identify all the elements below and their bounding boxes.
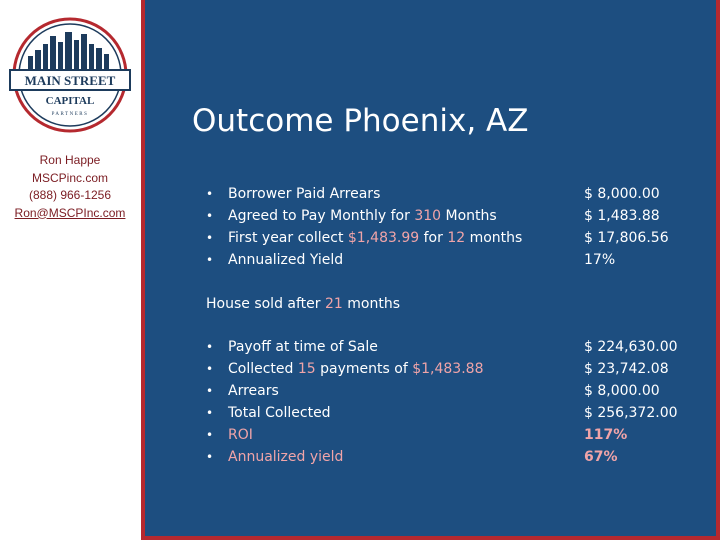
terms-item-value: $ 17,806.56	[584, 230, 669, 246]
contact-website[interactable]: MSCPinc.com	[31, 170, 108, 185]
house-sold-months: 21	[324, 296, 343, 312]
company-logo	[8, 14, 132, 136]
bullet-icon: •	[206, 187, 214, 201]
label-part: $1,483.99	[347, 230, 420, 246]
bullet-icon: •	[206, 406, 214, 420]
left-panel	[0, 0, 140, 540]
page-title: Outcome Phoenix, AZ	[192, 103, 529, 139]
contact-email[interactable]: Ron@MSCPInc.com	[14, 205, 126, 220]
label-part: Agreed to Pay Monthly for	[228, 208, 415, 224]
bullet-icon: •	[206, 362, 214, 376]
logo-line1: MAIN STREET	[24, 73, 116, 88]
outcome-item-value: $ 23,742.08	[584, 361, 669, 377]
outcome-item-value: $ 256,372.00	[584, 405, 678, 421]
label-part: Months	[441, 208, 497, 224]
label-part: Annualized yield	[228, 449, 344, 465]
contact-phone: (888) 966-1256	[28, 188, 112, 202]
logo-line2: CAPITAL	[45, 95, 95, 107]
house-sold-line	[206, 293, 400, 315]
label-part: 12	[447, 230, 466, 246]
outcome-item-label	[228, 380, 279, 402]
label-part: 310	[414, 208, 442, 224]
label-part: Total Collected	[228, 405, 331, 421]
label-part: Collected	[228, 361, 298, 377]
bullet-icon: •	[206, 231, 214, 245]
outcome-item-label	[228, 402, 331, 424]
label-part: payments of	[315, 361, 413, 377]
outcome-item-value: 67%	[584, 449, 618, 465]
outcome-item-label	[228, 358, 483, 380]
outcome-item-value: $ 224,630.00	[584, 339, 678, 355]
bullet-icon: •	[206, 209, 214, 223]
terms-item-label	[228, 205, 497, 227]
outcome-item-value: 117%	[584, 427, 628, 443]
terms-item-label	[228, 249, 343, 271]
bullet-icon: •	[206, 340, 214, 354]
house-sold-prefix: House sold after	[206, 296, 325, 312]
bullet-icon: •	[206, 384, 214, 398]
label-part: First year collect	[228, 230, 348, 246]
label-part: Annualized Yield	[228, 252, 344, 268]
contact-info	[0, 152, 140, 222]
label-part: for	[419, 230, 448, 246]
terms-item-label	[228, 183, 380, 205]
terms-item-value: $ 8,000.00	[584, 186, 660, 202]
label-part: Arrears	[228, 383, 279, 399]
terms-item-label	[228, 227, 522, 249]
label-part: ROI	[228, 427, 253, 443]
contact-name: Ron Happe	[39, 153, 101, 167]
outcome-item-label	[228, 424, 253, 446]
label-part: months	[465, 230, 523, 246]
outcome-item-label	[228, 336, 378, 358]
outcome-item-label	[228, 446, 343, 468]
terms-item-value: $ 1,483.88	[584, 208, 660, 224]
logo-line3: PARTNERS	[51, 112, 89, 117]
terms-item-value: 17%	[584, 252, 616, 268]
house-sold-suffix: months	[342, 296, 400, 312]
label-part: Payoff at time of Sale	[228, 339, 378, 355]
skyline-icon	[28, 32, 109, 74]
bullet-icon: •	[206, 428, 214, 442]
outcome-item-value: $ 8,000.00	[584, 383, 660, 399]
label-part: 15	[297, 361, 316, 377]
label-part: $1,483.88	[412, 361, 484, 377]
label-part: Borrower Paid Arrears	[228, 186, 381, 202]
bullet-icon: •	[206, 253, 214, 267]
bullet-icon: •	[206, 450, 214, 464]
